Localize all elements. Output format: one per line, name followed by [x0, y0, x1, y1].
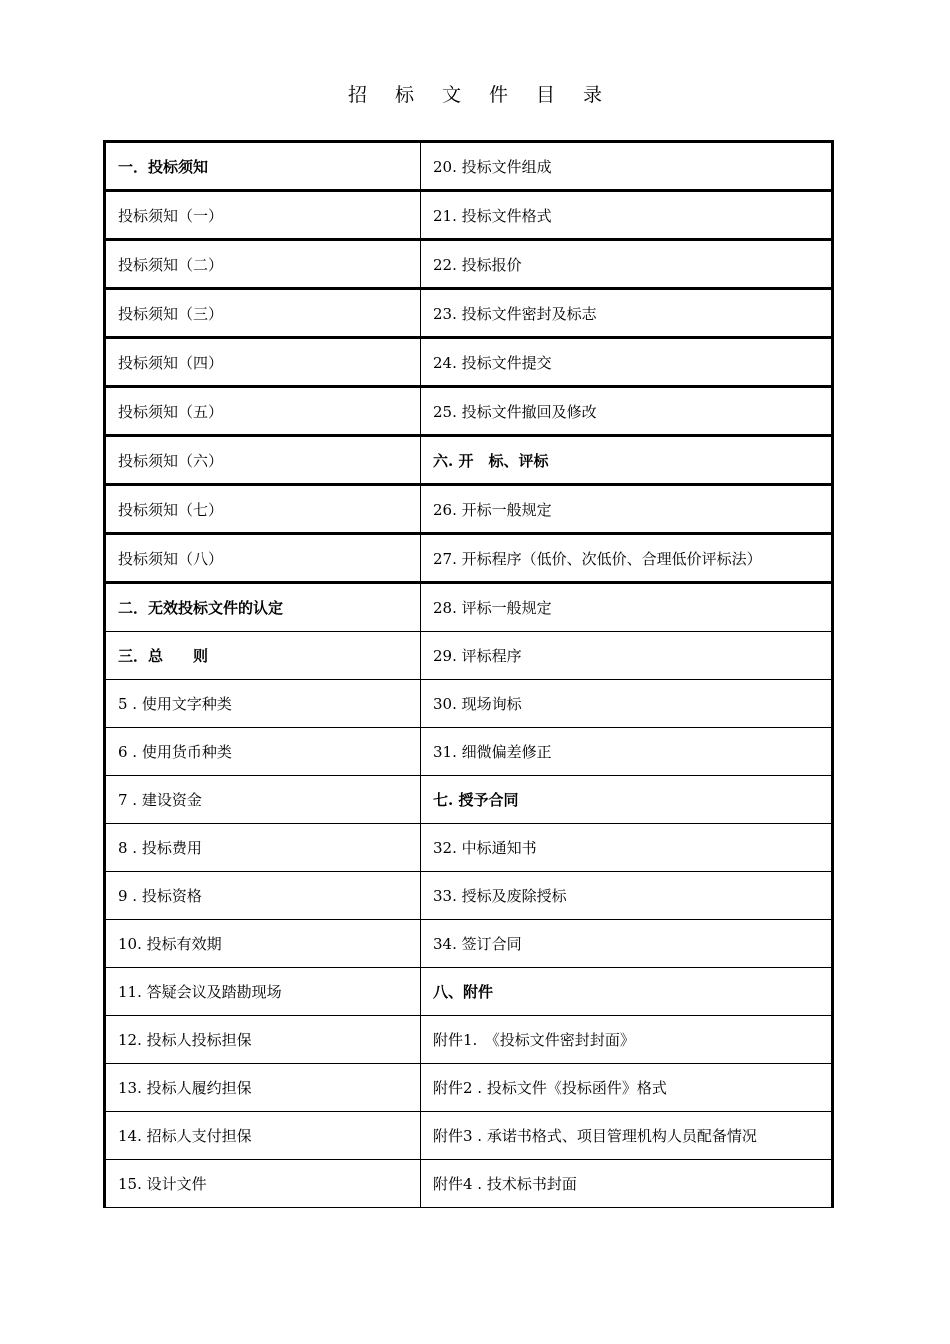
toc-entry-right: 附件2 . 投标文件《投标函件》格式 [421, 1064, 833, 1112]
toc-entry-right: 七. 授予合同 [421, 776, 833, 824]
toc-entry-left: 15. 设计文件 [105, 1160, 421, 1208]
toc-row [105, 387, 833, 436]
toc-entry-left: 14. 招标人支付担保 [105, 1112, 421, 1160]
toc-row [105, 728, 833, 776]
toc-row [105, 632, 833, 680]
toc-entry-right: 六. 开 标、评标 [421, 436, 833, 485]
toc-entry-right: 30. 现场询标 [421, 680, 833, 728]
toc-entry-right: 34. 签订合同 [421, 920, 833, 968]
toc-row [105, 1112, 833, 1160]
toc-entry-left: 投标须知（一） [105, 191, 421, 240]
toc-row [105, 485, 833, 534]
toc-entry-right: 23. 投标文件密封及标志 [421, 289, 833, 338]
toc-entry-left: 9 . 投标资格 [105, 872, 421, 920]
toc-entry-left: 投标须知（六） [105, 436, 421, 485]
toc-row [105, 1160, 833, 1208]
document-title [0, 80, 950, 107]
toc-row [105, 240, 833, 289]
toc-entry-right: 24. 投标文件提交 [421, 338, 833, 387]
toc-entry-left: 投标须知（二） [105, 240, 421, 289]
toc-entry-left: 8 . 投标费用 [105, 824, 421, 872]
toc-entry-right: 33. 授标及废除授标 [421, 872, 833, 920]
toc-entry-left: 投标须知（五） [105, 387, 421, 436]
toc-entry-left: 投标须知（三） [105, 289, 421, 338]
toc-entry-left: 12. 投标人投标担保 [105, 1016, 421, 1064]
toc-row [105, 824, 833, 872]
toc-entry-right: 31. 细微偏差修正 [421, 728, 833, 776]
toc-entry-right: 附件4 . 技术标书封面 [421, 1160, 833, 1208]
toc-row [105, 142, 833, 191]
toc-entry-right: 20. 投标文件组成 [421, 142, 833, 191]
toc-entry-right: 八、附件 [421, 968, 833, 1016]
toc-row [105, 583, 833, 632]
title-char: 标 [394, 84, 414, 106]
toc-entry-left: 6 . 使用货币种类 [105, 728, 421, 776]
toc-row [105, 776, 833, 824]
toc-entry-left: 投标须知（七） [105, 485, 421, 534]
toc-body [105, 142, 833, 1208]
toc-entry-left: 10. 投标有效期 [105, 920, 421, 968]
toc-table [103, 140, 834, 1208]
toc-row [105, 968, 833, 1016]
toc-entry-right: 22. 投标报价 [421, 240, 833, 289]
title-char: 招 [347, 84, 367, 106]
toc-entry-left: 11. 答疑会议及踏勘现场 [105, 968, 421, 1016]
toc-row [105, 1064, 833, 1112]
toc-entry-right: 32. 中标通知书 [421, 824, 833, 872]
toc-entry-right: 28. 评标一般规定 [421, 583, 833, 632]
toc-row [105, 680, 833, 728]
title-char: 文 [441, 84, 461, 106]
toc-row [105, 920, 833, 968]
title-char: 录 [583, 84, 603, 106]
toc-entry-left: 投标须知（四） [105, 338, 421, 387]
toc-entry-right: 附件1. 《投标文件密封封面》 [421, 1016, 833, 1064]
toc-row [105, 338, 833, 387]
toc-entry-left: 投标须知（八） [105, 534, 421, 583]
toc-entry-left: 三．总 则 [105, 632, 421, 680]
toc-entry-left: 一．投标须知 [105, 142, 421, 191]
toc-row [105, 1016, 833, 1064]
toc-entry-left: 二．无效投标文件的认定 [105, 583, 421, 632]
toc-entry-right: 附件3 . 承诺书格式、项目管理机构人员配备情况 [421, 1112, 833, 1160]
toc-entry-right: 25. 投标文件撤回及修改 [421, 387, 833, 436]
toc-entry-right: 21. 投标文件格式 [421, 191, 833, 240]
toc-row [105, 191, 833, 240]
toc-entry-right: 26. 开标一般规定 [421, 485, 833, 534]
toc-row [105, 289, 833, 338]
toc-entry-right: 29. 评标程序 [421, 632, 833, 680]
title-char: 件 [489, 84, 509, 106]
toc-entry-left: 13. 投标人履约担保 [105, 1064, 421, 1112]
toc-row [105, 872, 833, 920]
toc-entry-left: 5 . 使用文字种类 [105, 680, 421, 728]
toc-row [105, 436, 833, 485]
toc-entry-left: 7 . 建设资金 [105, 776, 421, 824]
toc-entry-right: 27. 开标程序（低价、次低价、合理低价评标法） [421, 534, 833, 583]
title-char: 目 [536, 84, 556, 106]
toc-row [105, 534, 833, 583]
